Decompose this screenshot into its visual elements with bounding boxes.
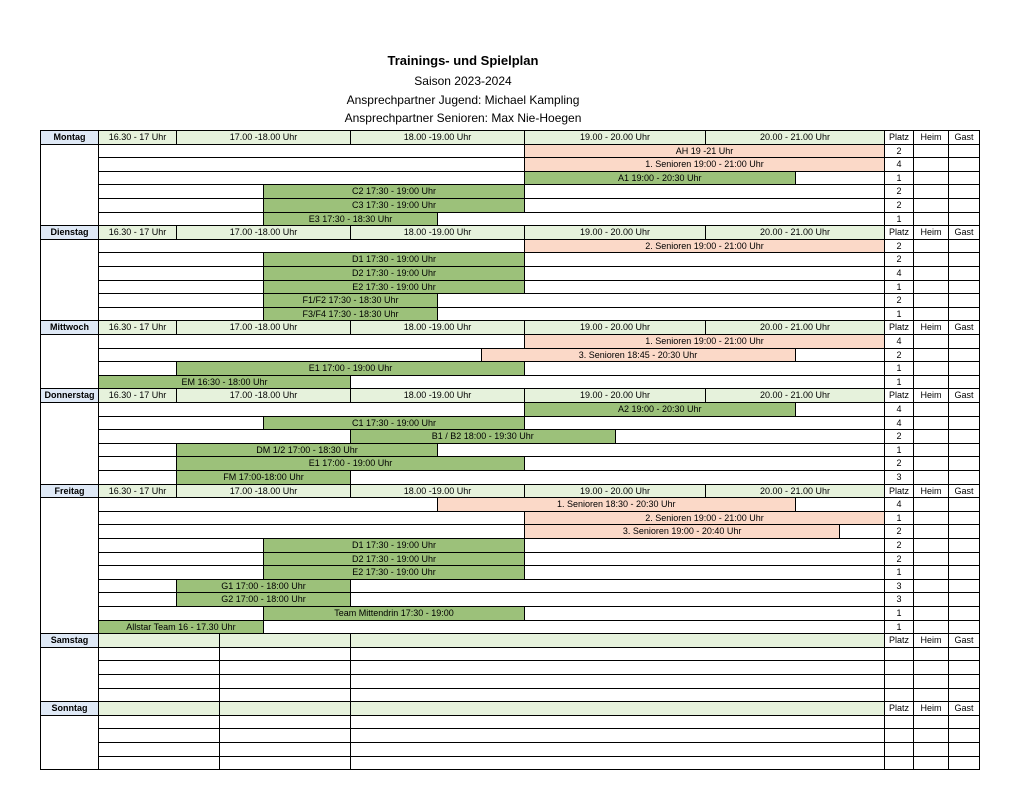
training-slot: G1 17:00 - 18:00 Uhr (176, 579, 351, 594)
training-slot: E3 17:30 - 18:30 Uhr (263, 212, 438, 227)
platz-value (884, 688, 914, 703)
day-body-cell (40, 647, 99, 702)
training-slot: Allstar Team 16 - 17.30 Uhr (98, 620, 264, 635)
heim-cell (913, 416, 949, 431)
weekend-header-cell (98, 633, 220, 648)
training-slot: D1 17:30 - 19:00 Uhr (263, 252, 525, 267)
gast-header: Gast (948, 320, 980, 335)
time-header: 19.00 - 20.00 Uhr (524, 130, 706, 145)
training-slot: 1. Senioren 19:00 - 21:00 Uhr (524, 334, 885, 349)
heim-cell (913, 171, 949, 186)
platz-value: 2 (884, 456, 914, 471)
time-header: 19.00 - 20.00 Uhr (524, 225, 706, 240)
gast-cell (948, 307, 980, 322)
gast-cell (948, 375, 980, 390)
heim-cell (913, 144, 949, 159)
platz-value (884, 742, 914, 757)
platz-value: 1 (884, 212, 914, 227)
platz-value: 2 (884, 429, 914, 444)
training-slot: F3/F4 17:30 - 18:30 Uhr (263, 307, 438, 322)
platz-header: Platz (884, 633, 914, 648)
platz-value: 2 (884, 252, 914, 267)
platz-value: 2 (884, 524, 914, 539)
gast-cell (948, 429, 980, 444)
heim-header: Heim (913, 225, 949, 240)
gast-cell (948, 348, 980, 363)
training-slot: 1. Senioren 19:00 - 21:00 Uhr (524, 157, 885, 172)
platz-value: 2 (884, 144, 914, 159)
blank-cell (98, 660, 220, 675)
day-label: Samstag (40, 633, 99, 648)
platz-header: Platz (884, 484, 914, 499)
day-body-cell (40, 334, 99, 389)
gast-header: Gast (948, 388, 980, 403)
gast-cell (948, 470, 980, 485)
blank-cell (219, 674, 351, 689)
heim-header: Heim (913, 484, 949, 499)
gast-cell (948, 579, 980, 594)
heim-cell (913, 375, 949, 390)
gast-cell (948, 756, 980, 771)
heim-cell (913, 592, 949, 607)
time-header: 17.00 -18.00 Uhr (176, 320, 351, 335)
platz-value: 1 (884, 375, 914, 390)
time-header: 19.00 - 20.00 Uhr (524, 484, 706, 499)
row-line (98, 307, 885, 322)
gast-header: Gast (948, 484, 980, 499)
time-header: 20.00 - 21.00 Uhr (705, 225, 885, 240)
blank-cell (219, 756, 351, 771)
training-slot: 2. Senioren 19:00 - 21:00 Uhr (524, 239, 885, 254)
platz-value: 3 (884, 579, 914, 594)
training-slot: A2 19:00 - 20:30 Uhr (524, 402, 796, 417)
heim-header: Heim (913, 701, 949, 716)
heim-cell (913, 184, 949, 199)
training-slot: A1 19:00 - 20:30 Uhr (524, 171, 796, 186)
heim-header: Heim (913, 130, 949, 145)
time-header: 20.00 - 21.00 Uhr (705, 130, 885, 145)
platz-value: 3 (884, 470, 914, 485)
gast-cell (948, 674, 980, 689)
heim-cell (913, 511, 949, 526)
blank-cell (350, 660, 885, 675)
training-slot: F1/F2 17:30 - 18:30 Uhr (263, 293, 438, 308)
gast-cell (948, 524, 980, 539)
heim-cell (913, 307, 949, 322)
time-header: 17.00 -18.00 Uhr (176, 484, 351, 499)
heim-header: Heim (913, 320, 949, 335)
blank-cell (350, 647, 885, 662)
time-header: 19.00 - 20.00 Uhr (524, 320, 706, 335)
heim-cell (913, 402, 949, 417)
platz-value: 2 (884, 239, 914, 254)
platz-value: 4 (884, 157, 914, 172)
training-slot: E1 17:00 - 19:00 Uhr (176, 361, 525, 376)
heim-cell (913, 239, 949, 254)
training-slot: C1 17:30 - 19:00 Uhr (263, 416, 525, 431)
platz-value: 4 (884, 416, 914, 431)
weekend-header-cell (219, 633, 351, 648)
day-label: Freitag (40, 484, 99, 499)
weekend-header-cell (219, 701, 351, 716)
gast-cell (948, 361, 980, 376)
heim-cell (913, 552, 949, 567)
day-label: Donnerstag (40, 388, 99, 403)
time-header: 17.00 -18.00 Uhr (176, 388, 351, 403)
platz-value: 1 (884, 171, 914, 186)
platz-header: Platz (884, 701, 914, 716)
platz-header: Platz (884, 225, 914, 240)
gast-cell (948, 416, 980, 431)
gast-cell (948, 239, 980, 254)
training-slot: E2 17:30 - 19:00 Uhr (263, 280, 525, 295)
time-header: 16.30 - 17 Uhr (98, 388, 177, 403)
season: Saison 2023-2024 (414, 74, 512, 88)
gast-cell (948, 497, 980, 512)
platz-value: 2 (884, 293, 914, 308)
blank-cell (219, 688, 351, 703)
heim-cell (913, 348, 949, 363)
training-slot: G2 17:00 - 18:00 Uhr (176, 592, 351, 607)
heim-cell (913, 293, 949, 308)
time-header: 20.00 - 21.00 Uhr (705, 484, 885, 499)
heim-cell (913, 252, 949, 267)
gast-cell (948, 606, 980, 621)
heim-cell (913, 538, 949, 553)
gast-cell (948, 456, 980, 471)
time-header: 16.30 - 17 Uhr (98, 484, 177, 499)
platz-value (884, 756, 914, 771)
training-slot: AH 19 -21 Uhr (524, 144, 885, 159)
training-slot: E2 17:30 - 19:00 Uhr (263, 565, 525, 580)
training-slot: 3. Senioren 19:00 - 20:40 Uhr (524, 524, 840, 539)
platz-value: 1 (884, 361, 914, 376)
day-body-cell (40, 715, 99, 770)
training-slot: EM 16:30 - 18:00 Uhr (98, 375, 351, 390)
weekend-header-cell (350, 633, 885, 648)
heim-header: Heim (913, 633, 949, 648)
platz-value: 1 (884, 565, 914, 580)
training-slot: DM 1/2 17:00 - 18:30 Uhr (176, 443, 438, 458)
heim-cell (913, 647, 949, 662)
row-line (98, 212, 885, 227)
time-header: 16.30 - 17 Uhr (98, 225, 177, 240)
platz-value: 2 (884, 198, 914, 213)
time-header: 18.00 -19.00 Uhr (350, 225, 525, 240)
gast-cell (948, 647, 980, 662)
blank-cell (219, 660, 351, 675)
gast-header: Gast (948, 701, 980, 716)
training-slot: D2 17:30 - 19:00 Uhr (263, 552, 525, 567)
heim-cell (913, 443, 949, 458)
blank-cell (98, 688, 220, 703)
platz-value: 1 (884, 443, 914, 458)
gast-cell (948, 742, 980, 757)
gast-cell (948, 212, 980, 227)
gast-cell (948, 280, 980, 295)
blank-cell (219, 742, 351, 757)
heim-cell (913, 497, 949, 512)
contact-senior: Ansprechpartner Senioren: Max Nie-Hoegen (344, 111, 582, 125)
gast-cell (948, 293, 980, 308)
day-label: Mittwoch (40, 320, 99, 335)
heim-cell (913, 620, 949, 635)
heim-cell (913, 742, 949, 757)
blank-cell (350, 715, 885, 730)
gast-cell (948, 715, 980, 730)
platz-value: 2 (884, 538, 914, 553)
blank-cell (98, 674, 220, 689)
time-header: 18.00 -19.00 Uhr (350, 320, 525, 335)
training-slot: Team Mittendrin 17:30 - 19:00 (263, 606, 525, 621)
day-body-cell (40, 239, 99, 322)
training-slot: D2 17:30 - 19:00 Uhr (263, 266, 525, 281)
platz-value (884, 728, 914, 743)
heim-cell (913, 756, 949, 771)
platz-value: 4 (884, 402, 914, 417)
heim-cell (913, 334, 949, 349)
heim-cell (913, 524, 949, 539)
gast-header: Gast (948, 225, 980, 240)
training-slot: FM 17:00-18:00 Uhr (176, 470, 351, 485)
platz-value: 4 (884, 497, 914, 512)
gast-cell (948, 552, 980, 567)
platz-value: 4 (884, 266, 914, 281)
platz-value (884, 647, 914, 662)
training-slot: 3. Senioren 18:45 - 20:30 Uhr (481, 348, 796, 363)
platz-value: 1 (884, 620, 914, 635)
platz-header: Platz (884, 388, 914, 403)
blank-cell (98, 742, 220, 757)
blank-cell (98, 728, 220, 743)
time-header: 19.00 - 20.00 Uhr (524, 388, 706, 403)
platz-value: 2 (884, 552, 914, 567)
time-header: 16.30 - 17 Uhr (98, 320, 177, 335)
platz-value: 1 (884, 606, 914, 621)
heim-cell (913, 361, 949, 376)
time-header: 18.00 -19.00 Uhr (350, 388, 525, 403)
platz-value: 2 (884, 348, 914, 363)
heim-cell (913, 266, 949, 281)
heim-cell (913, 715, 949, 730)
row-line (98, 293, 885, 308)
platz-value: 3 (884, 592, 914, 607)
weekend-header-cell (98, 701, 220, 716)
gast-cell (948, 198, 980, 213)
training-slot: C2 17:30 - 19:00 Uhr (263, 184, 525, 199)
day-body-cell (40, 402, 99, 485)
gast-cell (948, 184, 980, 199)
platz-value (884, 715, 914, 730)
gast-cell (948, 688, 980, 703)
gast-cell (948, 660, 980, 675)
gast-cell (948, 157, 980, 172)
training-slot: E1 17:00 - 19:00 Uhr (176, 456, 525, 471)
weekend-header-cell (350, 701, 885, 716)
heim-cell (913, 456, 949, 471)
training-slot: 2. Senioren 19:00 - 21:00 Uhr (524, 511, 885, 526)
gast-cell (948, 511, 980, 526)
heim-cell (913, 565, 949, 580)
platz-value: 1 (884, 511, 914, 526)
blank-cell (350, 742, 885, 757)
gast-cell (948, 592, 980, 607)
heim-cell (913, 606, 949, 621)
day-label: Montag (40, 130, 99, 145)
gast-header: Gast (948, 633, 980, 648)
heim-cell (913, 674, 949, 689)
training-slot: B1 / B2 18:00 - 19:30 Uhr (350, 429, 616, 444)
gast-cell (948, 620, 980, 635)
heim-cell (913, 688, 949, 703)
blank-cell (98, 647, 220, 662)
blank-cell (98, 715, 220, 730)
blank-cell (350, 728, 885, 743)
gast-cell (948, 252, 980, 267)
time-header: 18.00 -19.00 Uhr (350, 130, 525, 145)
gast-header: Gast (948, 130, 980, 145)
gast-cell (948, 144, 980, 159)
platz-value (884, 674, 914, 689)
platz-value: 2 (884, 184, 914, 199)
platz-header: Platz (884, 130, 914, 145)
page-title: Trainings- und Spielplan (387, 53, 539, 68)
blank-cell (219, 728, 351, 743)
heim-cell (913, 660, 949, 675)
gast-cell (948, 728, 980, 743)
platz-value: 1 (884, 280, 914, 295)
heim-cell (913, 429, 949, 444)
gast-cell (948, 266, 980, 281)
blank-cell (219, 647, 351, 662)
time-header: 17.00 -18.00 Uhr (176, 130, 351, 145)
platz-value: 1 (884, 307, 914, 322)
day-label: Dienstag (40, 225, 99, 240)
blank-cell (350, 688, 885, 703)
heim-cell (913, 470, 949, 485)
day-body-cell (40, 497, 99, 634)
heim-cell (913, 198, 949, 213)
day-label: Sonntag (40, 701, 99, 716)
time-header: 16.30 - 17 Uhr (98, 130, 177, 145)
blank-cell (350, 756, 885, 771)
gast-cell (948, 565, 980, 580)
platz-header: Platz (884, 320, 914, 335)
heim-cell (913, 728, 949, 743)
heim-cell (913, 212, 949, 227)
heim-header: Heim (913, 388, 949, 403)
training-slot: C3 17:30 - 19:00 Uhr (263, 198, 525, 213)
time-header: 17.00 -18.00 Uhr (176, 225, 351, 240)
day-body-cell (40, 144, 99, 227)
gast-cell (948, 334, 980, 349)
time-header: 18.00 -19.00 Uhr (350, 484, 525, 499)
time-header: 20.00 - 21.00 Uhr (705, 388, 885, 403)
heim-cell (913, 579, 949, 594)
training-slot: D1 17:30 - 19:00 Uhr (263, 538, 525, 553)
heim-cell (913, 157, 949, 172)
contact-youth: Ansprechpartner Jugend: Michael Kampling (346, 93, 580, 107)
blank-cell (350, 674, 885, 689)
gast-cell (948, 538, 980, 553)
training-slot: 1. Senioren 18:30 - 20:30 Uhr (437, 497, 796, 512)
platz-value (884, 660, 914, 675)
blank-cell (98, 756, 220, 771)
gast-cell (948, 171, 980, 186)
blank-cell (219, 715, 351, 730)
gast-cell (948, 402, 980, 417)
platz-value: 4 (884, 334, 914, 349)
heim-cell (913, 280, 949, 295)
time-header: 20.00 - 21.00 Uhr (705, 320, 885, 335)
gast-cell (948, 443, 980, 458)
